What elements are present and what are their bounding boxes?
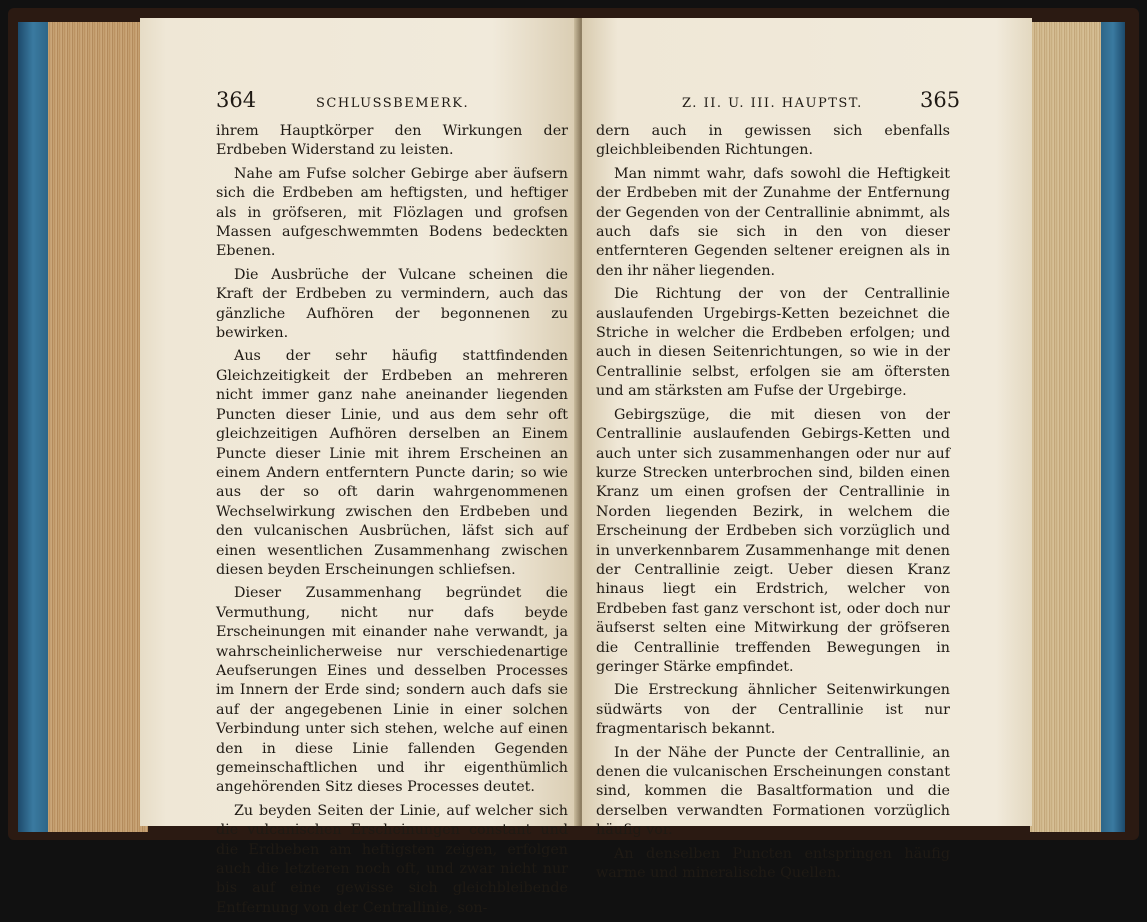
- paragraph: Aus der sehr häufig stattfindenden Gleichzeitigkeit der Erdbeben an mehreren nicht immer ganz nahe aneinander liegenden Puncten dieser Linie, und aus dem sehr oft gleichzeitigen Aufhören derselben an Einem Puncte dieser Linie mit ihrem Erscheinen an einem Andern entferntern Puncte darin; so wie aus der so oft darin wahrgenommenen Wechselwirkung zwischen den Erdbeben und den vulcanischen Ausbrüchen, läfst sich auf einen wesentlichen Zusammenhang zwischen diesen beyden Erscheinungen schliefsen.: [216, 348, 568, 578]
- paragraph: Man nimmt wahr, dafs sowohl die Heftigkeit der Erdbeben mit der Zunahme der Entfernung der Gegenden von der Centrallinie abnimmt, als auch dafs sie sich in den von dieser entfernteren Gegenden seltener ereignen als in den ihr näher liegenden.: [596, 165, 950, 279]
- right-running-header: [582, 88, 1032, 118]
- left-running-title: SCHLUSSBEMERK.: [316, 96, 470, 111]
- paragraph: Nahe am Fufse solcher Gebirge aber äufsern sich die Erdbeben am heftigsten, und heftiger als in gröfseren, mit Flözlagen und grofsen Massen aufgeschwemmten Bodens bedeckten Ebenen.: [216, 165, 568, 260]
- paragraph: Gebirgszüge, die mit diesen von der Centrallinie auslaufenden Gebirgs-Ketten und auch unter sich zusammenhangen oder nur auf kurze Strecken unterbrochen sind, bilden einen Kranz um einen grofsen der Centrallinie in Norden liegenden Bezirk, in welchem die Erscheinung der Erdbeben sich vorzüglich und in unverkennbarem Zusammenhange mit denen der Centrallinie zeigt. Ueber diesen Kranz hinaus liegt ein Erdstrich, welcher von Erdbeben fast ganz verschont ist, oder doch nur äufserst selten eine Mitwirkung der gröfseren die Centrallinie treffenden Bewegungen in geringer Stärke empfindet.: [596, 406, 950, 675]
- paragraph: Die Erstreckung ähnlicher Seitenwirkungen südwärts von der Centrallinie ist nur fragmentarisch bekannt.: [596, 682, 950, 738]
- paragraph: Zu beyden Seiten der Linie, auf welcher sich die vulcanischen Erscheinungen constant und die Erdbeben am heftigsten zeigen, erfolgen auch die letzteren noch oft, und zwar nicht nur bis auf eine gewisse sich gleichbleibende Entfernung von der Centrallinie, son-: [216, 802, 568, 916]
- left-running-header: [140, 88, 580, 118]
- paragraph: Dieser Zusammenhang begründet die Vermuthung, nicht nur dafs beyde Erscheinungen mit einander nahe verwandt, ja wahrscheinlicherweise nur verschiedenartige Aeufserungen Eines und desselben Processes im Innern der Erde sind; sondern auch dafs sie auf der angegebenen Linie in einer solchen Verbindung unter sich stehen, welche auf einen den in diese Linie fallenden Gegenden gemeinschaftlichen und ihr eigenthümlich angehörenden Sitz dieses Processes deutet.: [216, 585, 568, 796]
- right-running-title: Z. II. U. III. HAUPTST.: [682, 96, 863, 111]
- right-page-edges: [1030, 22, 1125, 832]
- right-page-number: 365: [920, 88, 961, 112]
- paragraph: ihrem Hauptkörper den Wirkungen der Erdbeben Widerstand zu leisten.: [216, 123, 568, 159]
- paragraph: Die Ausbrüche der Vulcane scheinen die Kraft der Erdbeben zu vermindern, auch das gänzliche Aufhören der begonnenen zu bewirken.: [216, 266, 568, 342]
- right-page-text: [596, 122, 950, 887]
- left-page-text: [216, 122, 568, 922]
- right-page: [582, 18, 1032, 882]
- left-page: [140, 18, 580, 916]
- left-page-number: 364: [216, 88, 257, 112]
- right-cover-edge: [1101, 22, 1125, 832]
- paragraph: An denselben Puncten entspringen häufig warme und mineralische Quellen.: [596, 845, 950, 882]
- paragraph: Die Richtung der von der Centrallinie auslaufenden Urgebirgs-Ketten bezeichnet die Striche in welcher die Erdbeben erfolgen; und auch in diesen Seitenrichtungen, so wie in der Centrallinie selbst, erfolgen sie am öftersten und am stärksten am Fufse der Urgebirge.: [596, 286, 950, 400]
- paragraph: In der Nähe der Puncte der Centrallinie, an denen die vulcanischen Erscheinungen constant sind, kommen die Basaltformation und die derselben verwandten Formationen vorzüglich häufig vor.: [596, 744, 950, 839]
- paragraph: dern auch in gewissen sich ebenfalls gleichbleibenden Richtungen.: [596, 123, 950, 159]
- left-page-edges: [18, 22, 148, 832]
- left-cover-edge: [18, 22, 48, 832]
